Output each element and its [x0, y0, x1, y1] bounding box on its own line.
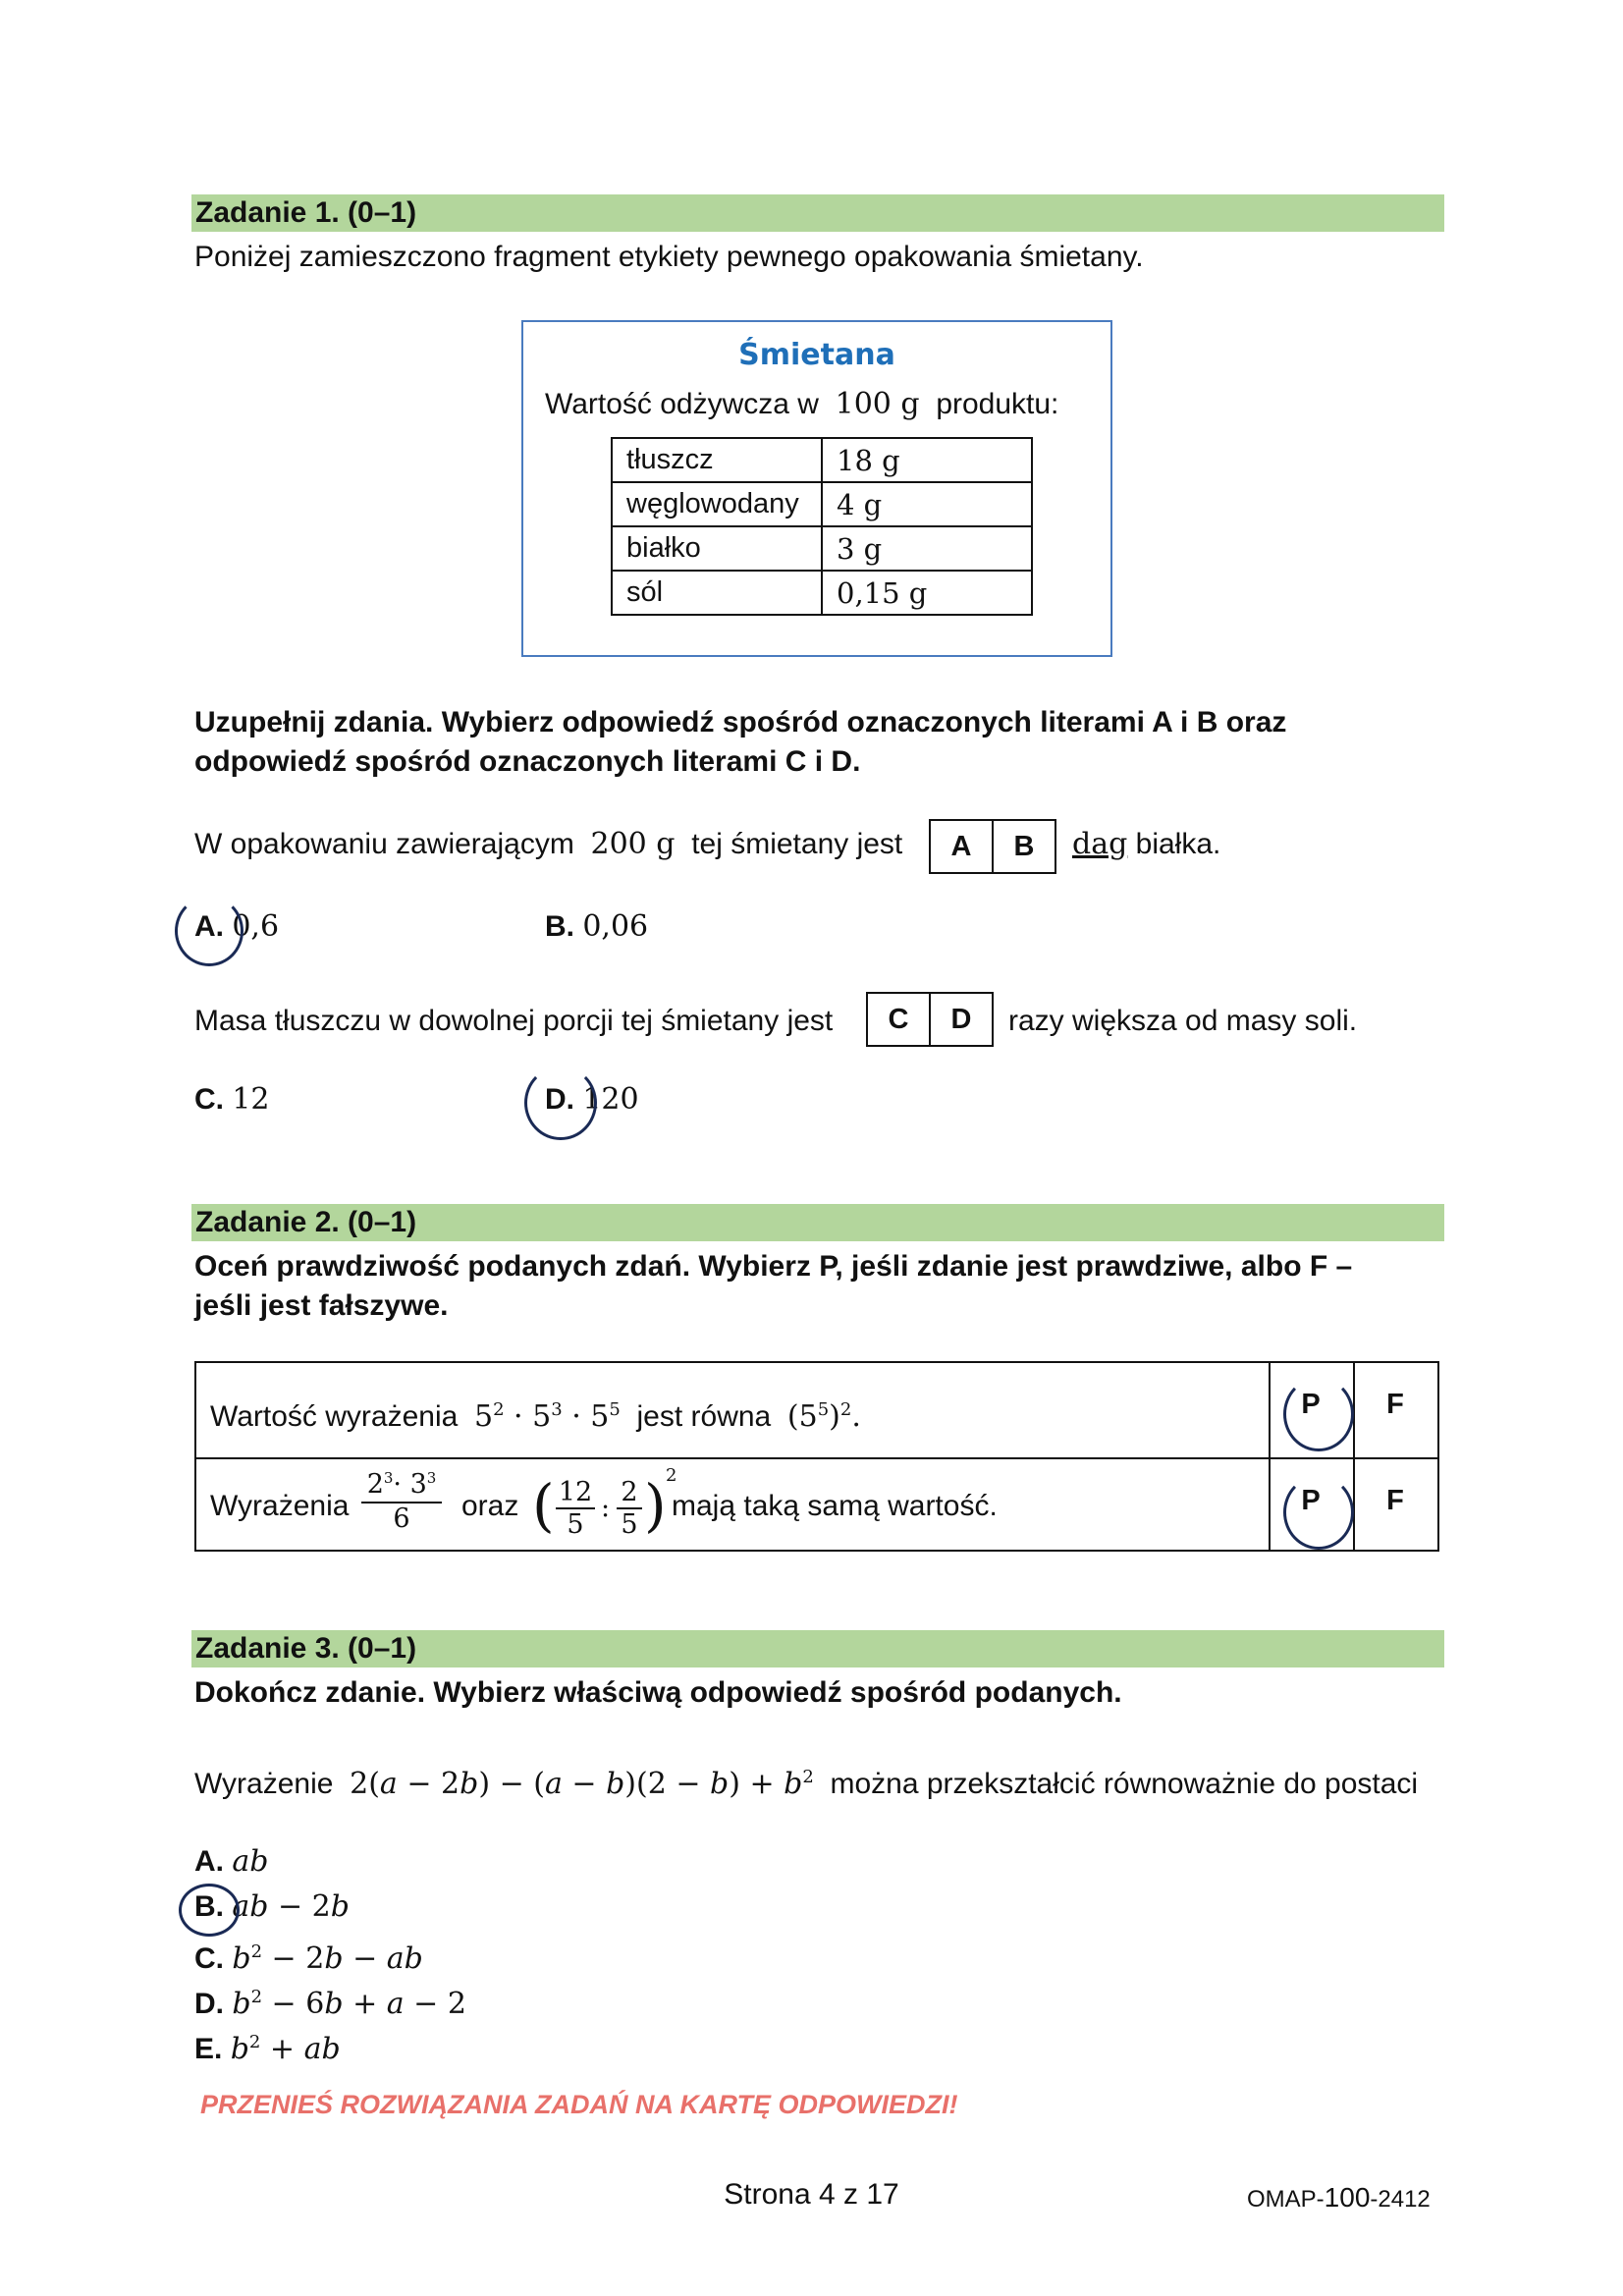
task1-sentence-2a: Masa tłuszczu w dowolnej porcji tej śmietany jest: [194, 1005, 834, 1037]
task1-instruction-2: odpowiedź spośród oznaczonych literami C i D.: [194, 745, 861, 778]
task3-instruction: Dokończ zdanie. Wybierz właściwą odpowiedź spośród podanych.: [194, 1676, 1122, 1709]
task2-instruction-1: Oceń prawdziwość podanych zdań. Wybierz P, jeśli zdanie jest prawdziwe, albo F –: [194, 1250, 1353, 1283]
nutrient-name: węglowodany: [612, 482, 822, 526]
annotation-circle-d: [524, 1066, 597, 1140]
f-option-1[interactable]: F: [1386, 1389, 1404, 1420]
answer-box-cd[interactable]: [866, 992, 994, 1047]
task1-sentence-2b: razy większa od masy soli.: [1008, 1005, 1358, 1037]
exam-code: OMAP-100-2412: [1247, 2182, 1431, 2213]
box-c[interactable]: C: [888, 1003, 909, 1035]
task3-sentence: Wyrażenie $2(a - 2b) - (a - b)(2 - b) + b^2$ można przekształcić równoważnie do postaci: [194, 1767, 1419, 1801]
nutrient-name: sól: [612, 571, 822, 615]
statement-2-mid: oraz: [461, 1490, 519, 1522]
answer-box-ab[interactable]: [929, 819, 1056, 874]
annotation-circle-a: [175, 896, 243, 966]
task3-expression: $2(a - 2b) - (a - b)(2 - b) + b^2$: [350, 1767, 814, 1801]
task1-header: Zadanie 1. (0–1): [191, 194, 1444, 232]
p-option-1[interactable]: P: [1301, 1389, 1321, 1420]
task3-header: Zadanie 3. (0–1): [191, 1630, 1444, 1667]
task3-option-b[interactable]: B. ab − 2b: [194, 1889, 350, 1924]
statement-2-post: mają taką samą wartość.: [672, 1490, 998, 1522]
annotation-circle-p1: [1283, 1377, 1354, 1451]
task2-instruction-2: jeśli jest fałszywe.: [194, 1289, 449, 1322]
row-divider: [196, 1457, 1437, 1459]
nutrition-row: [612, 438, 1032, 482]
task3-option-a[interactable]: A. ab: [194, 1844, 269, 1879]
box-a[interactable]: A: [950, 830, 972, 862]
nutrition-row: [612, 482, 1032, 526]
nutrient-value: 4 g: [822, 482, 1032, 526]
option-c[interactable]: C. 12: [194, 1082, 270, 1117]
task1-intro: Poniżej zamieszczono fragment etykiety pewnego opakowania śmietany.: [194, 241, 1144, 273]
p-option-2[interactable]: P: [1301, 1485, 1321, 1516]
task3-option-d[interactable]: D. $b^2 - 6b + a - 2$: [194, 1987, 466, 2021]
nutrition-table: [611, 437, 1033, 616]
task1-instruction-1: Uzupełnij zdania. Wybierz odpowiedź spośród oznaczonych literami A i B oraz: [194, 706, 1287, 738]
annotation-circle-b: [179, 1884, 240, 1937]
box-d[interactable]: D: [929, 994, 992, 1045]
option-b[interactable]: B. 0,06: [545, 909, 649, 944]
task1-sentence-1a: W opakowaniu zawierającym 200 g tej śmietany jest: [194, 827, 903, 861]
annotation-circle-p2: [1283, 1475, 1354, 1550]
fraction-1: $2^3\cdot 3^3$ 6: [361, 1469, 442, 1534]
true-false-table: Wartość wyrażenia $5^2 \cdot 5^3 \cdot 5^5$ jest równa $(5^5)^2$. P F Wyrażenia $2^3\cdot 3^3$ 6 oraz ( 12 5 : 2 5 ) 2 mają taką samą wartość. P F: [194, 1361, 1439, 1552]
nutrition-row: [612, 526, 1032, 571]
nutrient-name: tłuszcz: [612, 438, 822, 482]
nutrition-label: [521, 320, 1112, 657]
nutrient-value: 0,15 g: [822, 571, 1032, 615]
option-a[interactable]: A. 0,6: [194, 909, 280, 944]
f-option-2[interactable]: F: [1386, 1485, 1404, 1516]
nutrition-row: [612, 571, 1032, 615]
statement-2-pre: Wyrażenia: [210, 1490, 350, 1522]
expression-1: $5^2 \cdot 5^3 \cdot 5^5$: [473, 1399, 621, 1434]
label-title: Śmietana: [738, 338, 895, 372]
nutrient-name: białko: [612, 526, 822, 571]
task1-sentence-1b: dag białka.: [1072, 827, 1221, 861]
label-subtitle: Wartość odżywcza w 100 g produktu:: [545, 387, 1059, 421]
transfer-notice: PRZENIEŚ ROZWIĄZANIA ZADAŃ NA KARTĘ ODPOWIEDZI!: [200, 2090, 958, 2119]
page-number: Strona 4 z 17: [724, 2178, 899, 2211]
expression-2: $(5^5)^2$.: [786, 1399, 861, 1434]
task3-option-c[interactable]: C. $b^2 - 2b$ − ab: [194, 1941, 423, 1976]
statement-1: Wartość wyrażenia $5^2 \cdot 5^3 \cdot 5^5$ jest równa $(5^5)^2$.: [210, 1399, 861, 1434]
box-b[interactable]: B: [992, 821, 1055, 872]
task2-header: Zadanie 2. (0–1): [191, 1204, 1444, 1241]
nutrient-value: 18 g: [822, 438, 1032, 482]
nutrient-value: 3 g: [822, 526, 1032, 571]
option-d[interactable]: D. 120: [545, 1082, 639, 1117]
task3-option-e[interactable]: E. $b^2$ + ab: [194, 2032, 341, 2066]
